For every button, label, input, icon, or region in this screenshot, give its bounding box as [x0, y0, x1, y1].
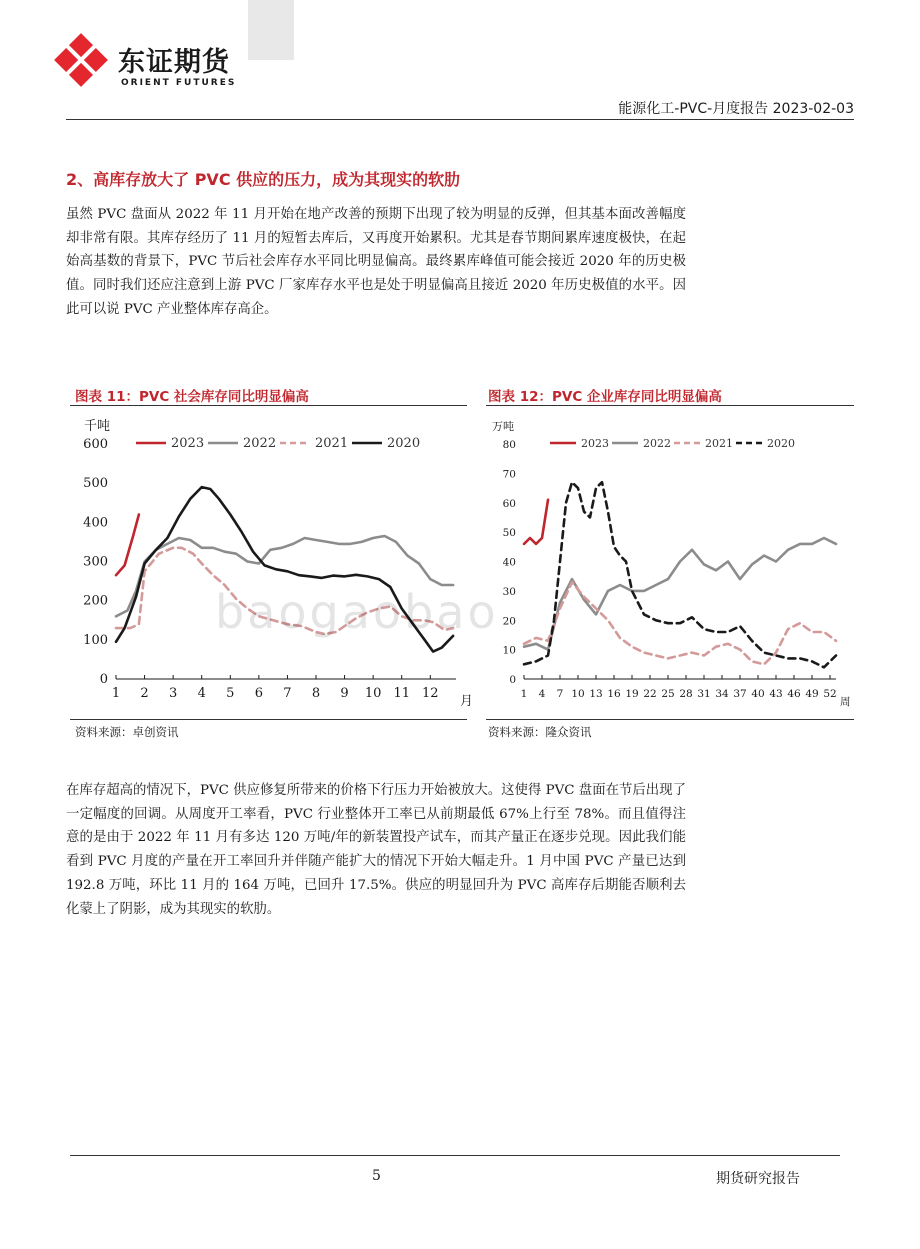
paragraph-inventory: 虽然 PVC 盘面从 2022 年 11 月开始在地产改善的预期下出现了较为明显的反弹，但其基本面改善幅度却非常有限。其库存经历了 11 月的短暂去库后，又再度开始累积。尤其是春节期间累库速度极快，在起始高基数的背景下，PVC 节后社会库存水平同比明显偏高。最终累库峰值可能会接近 2020 年的历史极值。同时我们还应注意到上游 PVC 厂家库存水平也是处于明显偏高且接近 2020 年历史极值的水平。因此可以说 PVC 产业整体库存高企。 — [66, 207, 686, 317]
chart12-source: 资料来源：隆众资讯 — [488, 725, 592, 739]
chart11-ytick-label: 0 — [99, 672, 108, 687]
chart11-xtick-label: 7 — [283, 686, 292, 701]
chart11-series-2023 — [116, 515, 139, 576]
chart12-ytick-label: 30 — [502, 585, 516, 598]
chart12-legend-label-2023: 2023 — [581, 437, 609, 450]
chart11-top-rule — [70, 405, 467, 406]
chart12-xtick-label: 37 — [733, 688, 747, 700]
chart12-xtick-label: 16 — [607, 688, 621, 700]
chart12-xtick-label: 31 — [697, 688, 711, 700]
chart12-ylabel: 万吨 — [492, 420, 514, 433]
chart11-legend-label-2022: 2022 — [243, 436, 277, 451]
chart11-xtick-label: 11 — [393, 686, 410, 701]
chart11-xtick-label: 5 — [226, 686, 235, 701]
paragraph-supply: 在库存超高的情况下，PVC 供应修复所带来的价格下行压力开始被放大。这使得 PVC 盘面在节后出现了一定幅度的回调。从周度开工率看，PVC 行业整体开工率已从前期最低 67%上行至 78%。而且值得注意的是由于 2022 年 11 月有多达 120 万吨/年的新装置投产试车，而其产量正在逐步兑现。因此我们能看到 PVC 月度的产量在开工率回升并伴随产能扩大的情况下开始大幅走升。1 月中国 PVC 产量已达到 192.8 万吨，环比 11 月的 164 万吨，已回升 17.5%。供应的明显回升为 PVC 高库存后期能否顺利去化蒙上了阴影，成为其现实的软肋。 — [66, 783, 686, 917]
watermark: baogaobao — [215, 585, 499, 639]
chart12-xtick-label: 22 — [643, 688, 657, 700]
chart12-series-2022 — [524, 538, 836, 650]
chart12-xtick-label: 1 — [520, 688, 528, 700]
chart12-series-2023 — [524, 500, 548, 544]
chart12-ytick-label: 10 — [502, 644, 516, 657]
logo-square-4 — [69, 63, 93, 87]
chart11-social-inventory — [70, 408, 474, 718]
chart11-xtick-label: 1 — [111, 686, 121, 701]
chart12-xtick-label: 19 — [625, 688, 639, 700]
footer-label: 期货研究报告 — [716, 1171, 800, 1187]
chart12-xlabel: 周 — [840, 696, 851, 708]
chart12-xtick-label: 25 — [661, 688, 675, 700]
chart11-legend-label-2021: 2021 — [315, 436, 349, 451]
page-number: 5 — [372, 1168, 381, 1184]
chart11-title: 图表 11：PVC 社会库存同比明显偏高 — [75, 389, 309, 405]
brand-name-en: ORIENT FUTURES — [121, 78, 237, 88]
chart12-top-rule — [486, 405, 854, 406]
chart12-legend-label-2022: 2022 — [643, 437, 671, 450]
chart11-xtick-label: 8 — [311, 686, 321, 701]
chart11-xtick-label: 6 — [254, 686, 263, 701]
chart12-xtick-label: 40 — [751, 688, 765, 700]
chart12-legend-label-2020: 2020 — [767, 437, 795, 450]
chart11-ylabel: 千吨 — [84, 419, 111, 434]
chart11-xtick-label: 9 — [340, 686, 349, 701]
chart11-ytick-label: 100 — [83, 632, 108, 648]
chart12-xtick-label: 4 — [538, 688, 546, 700]
orient-futures-logo-icon — [55, 34, 107, 86]
chart11-xtick-label: 12 — [422, 686, 439, 701]
chart11-legend-label-2023: 2023 — [171, 436, 205, 451]
chart11-source: 资料来源：卓创资讯 — [75, 725, 179, 739]
chart12-ytick-label: 20 — [502, 615, 516, 628]
chart11-xtick-label: 2 — [140, 686, 149, 701]
logo-square-3 — [54, 48, 78, 72]
chart12-xtick-label: 49 — [805, 688, 819, 700]
chart11-ytick-label: 200 — [83, 593, 108, 609]
chart12-title: 图表 12：PVC 企业库存同比明显偏高 — [488, 389, 722, 405]
chart11-xlabel: 月 — [460, 694, 474, 709]
chart12-xtick-label: 46 — [787, 688, 801, 700]
chart12-ytick-label: 60 — [502, 497, 516, 510]
chart12-bottom-rule — [486, 719, 854, 720]
chart12-xtick-label: 13 — [589, 688, 603, 700]
chart12-ytick-label: 0 — [509, 674, 516, 686]
chart12-xtick-label: 10 — [571, 688, 585, 700]
chart12-ytick-label: 80 — [502, 439, 516, 451]
section-heading: 2、高库存放大了 PVC 供应的压力，成为其现实的软肋 — [66, 170, 461, 189]
chart12-ytick-label: 40 — [502, 556, 516, 569]
chart11-ytick-label: 500 — [83, 476, 108, 492]
chart12-enterprise-inventory — [486, 408, 856, 718]
header-gray-strip — [248, 0, 294, 60]
chart12-xtick-label: 7 — [556, 688, 564, 700]
chart11-bottom-rule — [70, 719, 467, 720]
chart12-ytick-label: 70 — [502, 468, 516, 481]
chart12-series-2020 — [524, 482, 836, 667]
chart12-legend-label-2021: 2021 — [705, 437, 733, 450]
chart11-xtick-label: 3 — [169, 686, 178, 701]
chart11-legend-label-2020: 2020 — [387, 436, 421, 451]
chart12-xtick-label: 52 — [823, 688, 837, 700]
chart11-xtick-label: 10 — [364, 686, 382, 701]
chart11-xtick-label: 4 — [197, 686, 206, 701]
logo-square-1 — [69, 33, 93, 57]
chart12-xtick-label: 34 — [715, 688, 729, 700]
footer-divider — [70, 1155, 840, 1156]
chart12-xtick-label: 28 — [679, 688, 693, 700]
brand-name-cn: 东证期货 — [118, 47, 230, 78]
report-title: 能源化工-PVC-月度报告 2023-02-03 — [618, 101, 854, 117]
logo-square-2 — [84, 48, 108, 72]
chart11-ytick-label: 300 — [83, 554, 108, 570]
chart12-ytick-label: 50 — [502, 527, 516, 540]
header-divider — [66, 119, 854, 120]
chart11-ytick-label: 400 — [83, 515, 108, 531]
chart12-xtick-label: 43 — [769, 688, 783, 700]
chart11-ytick-label: 600 — [83, 437, 108, 452]
